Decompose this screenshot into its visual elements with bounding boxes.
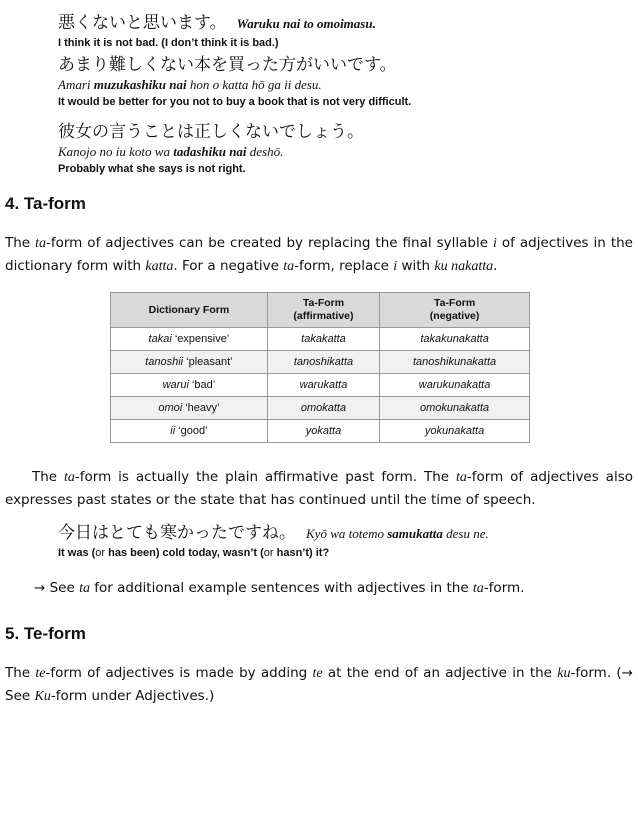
table-row <box>111 351 530 374</box>
dictionary-cell: ii ‘good’ <box>111 420 268 443</box>
dictionary-cell: takai ‘expensive’ <box>111 328 268 351</box>
table-row <box>111 374 530 397</box>
example-romaji: Amari muzukashiku nai hon o katta hō ga ii desu. <box>58 77 322 92</box>
example-4 <box>58 518 489 559</box>
dictionary-cell: tanoshii ‘pleasant’ <box>111 351 268 374</box>
dictionary-cell: warui ‘bad’ <box>111 374 268 397</box>
example-1 <box>58 8 376 49</box>
affirmative-cell: omokatta <box>267 397 379 420</box>
example-translation: It would be better for you not to buy a book that is not very difficult. <box>58 96 412 108</box>
affirmative-cell: warukatta <box>267 374 379 397</box>
te-form-paragraph: The te-form of adjectives is made by adding te at the end of an adjective in the ku-form. (→ See Ku-form under Adjectives.) <box>5 665 633 704</box>
negative-cell: omokunakatta <box>380 397 530 420</box>
dictionary-cell: omoi ‘heavy’ <box>111 397 268 420</box>
example-romaji: Kyō wa totemo samukatta desu ne. <box>306 526 489 541</box>
table-row <box>111 328 530 351</box>
see-also-ta: → See ta for additional example sentences with adjectives in the ta-form. <box>34 580 525 596</box>
example-romaji: Kanojo no iu koto wa tadashiku nai deshō. <box>58 144 284 159</box>
example-japanese: 彼女の言うことは正しくないでしょう。 <box>58 122 364 142</box>
example-2 <box>58 50 411 108</box>
affirmative-cell: tanoshikatta <box>267 351 379 374</box>
example-3 <box>58 117 364 175</box>
negative-cell: takakunakatta <box>380 328 530 351</box>
arrow-right-icon: → <box>34 580 46 596</box>
ta-form-table <box>110 292 530 443</box>
column-header-negative: Ta-Form (negative) <box>380 293 530 328</box>
negative-cell: warukunakatta <box>380 374 530 397</box>
example-translation: It was (or has been) cold today, wasn’t (or hasn’t) it? <box>58 547 330 559</box>
table-row <box>111 397 530 420</box>
column-header-affirmative: Ta-Form (affirmative) <box>267 293 379 328</box>
affirmative-cell: yokatta <box>267 420 379 443</box>
example-japanese: 悪くないと思います。 Waruku nai to omoimasu. <box>58 13 376 33</box>
example-japanese: 今日はとても寒かったですね。 Kyō wa totemo samukatta desu ne. <box>58 523 489 543</box>
table-row <box>111 420 530 443</box>
affirmative-cell: takakatta <box>267 328 379 351</box>
example-translation: Probably what she says is not right. <box>58 163 246 175</box>
negative-cell: yokunakatta <box>380 420 530 443</box>
column-header-dictionary: Dictionary Form <box>111 293 268 328</box>
ta-form-past-paragraph: The ta-form is actually the plain affirmative past form. The ta-form of adjectives also expresses past states or the state that has continued until the time of speech. <box>5 469 633 508</box>
table-header-row <box>111 293 530 328</box>
section-heading-te-form: 5. Te-form <box>5 624 86 643</box>
example-romaji: Waruku nai to omoimasu. <box>236 16 376 31</box>
negative-cell: tanoshikunakatta <box>380 351 530 374</box>
example-japanese: あまり難しくない本を買った方がいいです。 <box>58 55 397 75</box>
ta-form-paragraph: The ta-form of adjectives can be created by replacing the final syllable i of adjectives in the dictionary form with katta. For a negative ta-form, replace i with ku nakatta. <box>5 235 633 274</box>
section-heading-ta-form: 4. Ta-form <box>5 194 86 213</box>
example-translation: I think it is not bad. (I don’t think it is bad.) <box>58 37 279 49</box>
